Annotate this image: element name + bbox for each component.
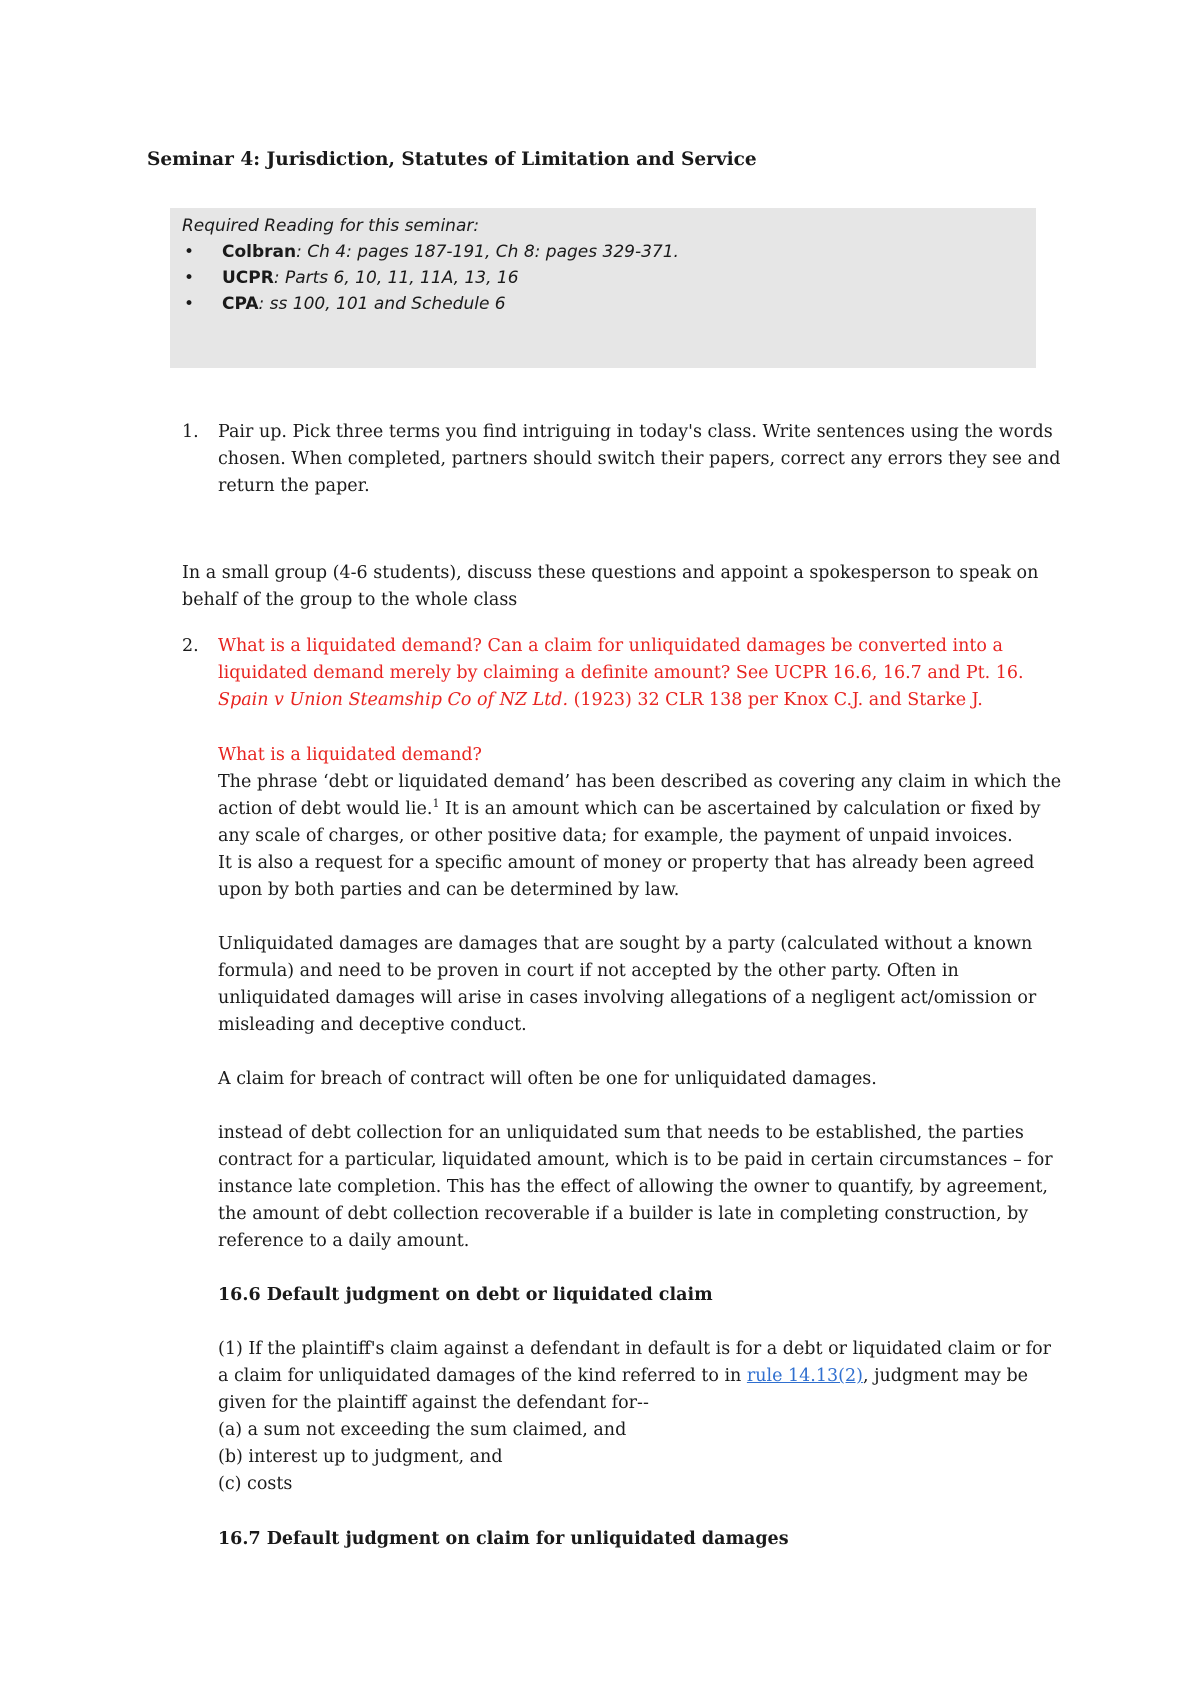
reading-item-text: : ss 100, 101 and Schedule 6	[258, 294, 506, 314]
footnote-marker: 1	[432, 797, 440, 811]
question-text	[218, 633, 1062, 714]
answer-p1-part-c: It is also a request for a specific amount of money or property that has already been agreed upon by both parties and can be determined by law.	[218, 853, 1035, 900]
required-reading-list	[182, 239, 1024, 317]
bullet-icon: •	[184, 268, 195, 288]
reading-item-text: : Ch 4: pages 187-191, Ch 8: pages 329-371.	[296, 242, 679, 262]
answer-p1-part-b: It is an amount which can be ascertained by calculation or fixed by any scale of charges, or other positive data; for example, the payment of unpaid invoices.	[218, 799, 1041, 846]
required-reading-heading: Required Reading for this seminar:	[182, 216, 480, 236]
question-number: 1.	[182, 422, 199, 442]
question-2	[182, 633, 1062, 714]
answer-paragraph-3: A claim for breach of contract will often be one for unliquidated damages.	[218, 1069, 877, 1089]
rule-14-13-link[interactable]: rule 14.13(2)	[746, 1366, 863, 1386]
rule-16-6-item-c: (c) costs	[218, 1474, 293, 1494]
question-text: Pair up. Pick three terms you find intriguing in today's class. Write sentences using the words chosen. When completed, partners should switch their papers, correct any errors they see and return the paper.	[218, 422, 1061, 496]
question-number: 2.	[182, 636, 199, 656]
answer-paragraph-4: instead of debt collection for an unliquidated sum that needs to be established, the parties contract for a particular, liquidated amount, which is to be paid in certain circumstances – for instance late completion. This has the effect of allowing the owner to quantify, by agreement, the amount of debt collection recoverable if a builder is late in completing construction, by reference to a daily amount.	[218, 1123, 1053, 1251]
reading-item-text: : Parts 6, 10, 11, 11A, 13, 16	[273, 268, 519, 288]
answer-paragraph-2: Unliquidated damages are damages that are sought by a party (calculated without a known formula) and need to be proven in court if not accepted by the other party. Often in unliquidated damages will arise in cases involving allegations of a negligent act/omission or misleading and deceptive conduct.	[218, 934, 1037, 1035]
answer-paragraph-1	[218, 769, 1062, 904]
rule-16-7-heading: 16.7 Default judgment on claim for unliquidated damages	[218, 1529, 789, 1549]
answer-heading: What is a liquidated demand?	[218, 745, 482, 765]
rule-16-6-intro-a: (1) If the plaintiff's claim against a defendant in default is for a debt or liquidated claim or for a claim for unliquidated damages of the kind referred to in	[218, 1339, 1052, 1386]
bullet-icon: •	[184, 294, 195, 314]
reading-item-label: UCPR	[222, 268, 274, 288]
required-reading-box	[170, 208, 1036, 368]
page-title: Seminar 4: Jurisdiction, Statutes of Limitation and Service	[147, 149, 757, 170]
answer-p1-part-a: The phrase ‘debt or liquidated demand’ has been described as covering any claim in which the action of debt would lie.	[218, 772, 1062, 819]
rule-16-6-body	[218, 1336, 1062, 1498]
reading-item-cpa	[182, 291, 1024, 317]
rule-16-6-item-b: (b) interest up to judgment, and	[218, 1447, 503, 1467]
case-name: Spain v Union Steamship Co of NZ Ltd.	[218, 690, 569, 710]
bullet-icon: •	[184, 242, 195, 262]
rule-16-6-heading: 16.6 Default judgment on debt or liquidated claim	[218, 1285, 713, 1305]
group-instruction: In a small group (4-6 students), discuss these questions and appoint a spokesperson to speak on behalf of the group to the whole class	[182, 563, 1039, 610]
question-2-text: What is a liquidated demand? Can a claim for unliquidated damages be converted into a liquidated demand merely by claiming a definite amount? See UCPR 16.6, 16.7 and Pt. 16.	[218, 636, 1024, 683]
rule-16-6-intro-b: , judgment may be given for the plaintiff against the defendant for--	[218, 1366, 1029, 1413]
question-1	[182, 419, 1062, 500]
reading-item-label: CPA	[222, 294, 259, 314]
reading-item-colbran	[182, 239, 1024, 265]
case-citation: (1923) 32 CLR 138 per Knox C.J. and Starke J.	[568, 690, 983, 710]
reading-item-label: Colbran	[222, 242, 297, 262]
reading-item-ucpr	[182, 265, 1024, 291]
rule-16-6-item-a: (a) a sum not exceeding the sum claimed, and	[218, 1420, 627, 1440]
